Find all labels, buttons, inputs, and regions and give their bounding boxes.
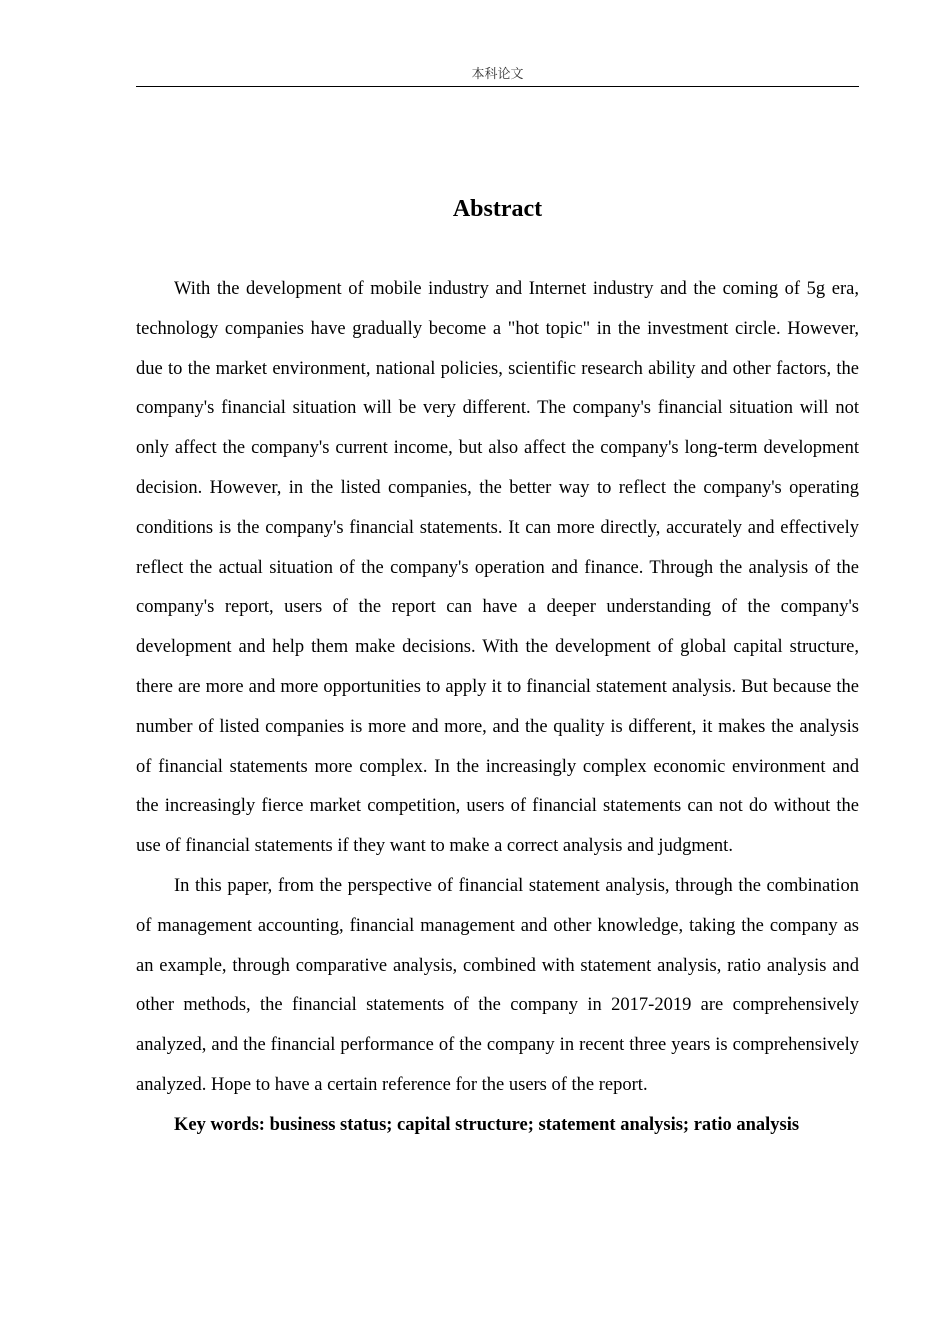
abstract-paragraph-2: In this paper, from the perspective of financial statement analysis, through the combination of management accounting, financial management and other knowledge, taking the company as an example, through comparative analysis, combined with statement analysis, ratio analysis and other methods, the financial statements of the company in 2017-2019 are comprehensively analyzed, and the financial performance of the company in recent three years is comprehensively analyzed. Hope to have a certain reference for the users of the report.: [136, 875, 859, 1095]
abstract-body: [136, 270, 859, 1146]
abstract-title: Abstract: [452, 196, 543, 222]
keywords-line: Key words: business status; capital structure; statement analysis; ratio analysis: [174, 1114, 800, 1135]
running-header: 本科论文: [136, 66, 859, 87]
abstract-paragraph-1: With the development of mobile industry and Internet industry and the coming of 5g era, technology companies have gradually become a "hot topic" in the investment circle. However, due to the market environment, national policies, scientific research ability and other factors, the company's financial situation will be very different. The company's financial situation will not only affect the company's current income, but also affect the company's long-term development decision. However, in the listed companies, the better way to reflect the company's operating conditions is the company's financial statements. It can more directly, accurately and effectively reflect the actual situation of the company's operation and finance. Through the analysis of the company's report, users of the report can have a deeper understanding of the company's development and help them make decisions. With the development of global capital structure, there are more and more opportunities to apply it to financial statement analysis. But because the number of listed companies is more and more, and the quality is different, it makes the analysis of financial statements more complex. In the increasingly complex economic environment and the increasingly fierce market competition, users of financial statements can not do without the use of financial statements if they want to make a correct analysis and judgment.: [136, 279, 859, 857]
